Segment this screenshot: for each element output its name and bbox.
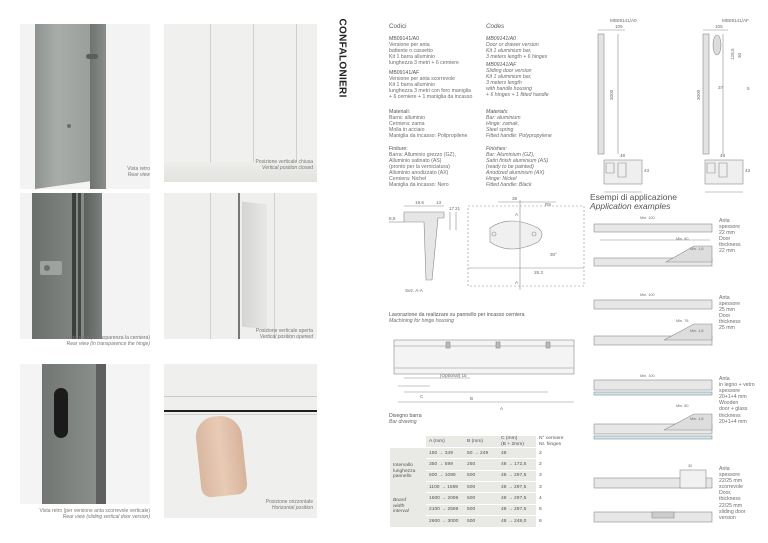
- example-3: [594, 380, 712, 439]
- materials-title-en: Materials:: [486, 109, 509, 115]
- table-cell: 48 → 297,5: [498, 493, 536, 504]
- code-a0-desc-en: Door or drawer version Kit 1 aluminium bar, 3 meters length + 6 hinges: [486, 42, 548, 61]
- label-a-top: A: [515, 212, 519, 217]
- table-header: [390, 436, 568, 448]
- table-cell: 2600 → 3000: [426, 515, 464, 526]
- codes-title-en: Codes: [486, 23, 505, 30]
- section-label: Sez. A-A: [405, 288, 423, 293]
- code-af-en: MB09141/AF: [486, 62, 517, 68]
- table-cell: 2100 → 2599: [426, 504, 464, 515]
- hinge-table: [390, 436, 568, 527]
- table-cell: 1100 → 1599: [426, 482, 464, 493]
- example-2-min2: Min. 78: [676, 319, 689, 323]
- example-1-min3: Min. 1,8: [690, 247, 704, 251]
- table-row: [390, 448, 568, 459]
- materials-en: Bar: aluminium Hinge: zamak, Steel spring Fitted handle: Polypropylene: [486, 115, 552, 140]
- label-b: B: [470, 396, 474, 401]
- label-c: C: [420, 394, 424, 399]
- table-cell: 48 → 297,5: [498, 504, 536, 515]
- label-a0-top: MB09141/A0: [610, 18, 637, 23]
- code-a0: MB09141/A0: [389, 36, 419, 42]
- example-2: [594, 300, 712, 345]
- table-cell: 500: [464, 470, 498, 481]
- dim-48b: 48: [720, 153, 726, 158]
- finishes-en: Bar: Aluminium (GZ), Satin finish aluminium (AS) (ready to be painted) Anodized aluminium (AX) Hinge: Nickel Fitted handle: Black: [486, 152, 549, 189]
- dim-48: 48: [620, 153, 626, 158]
- example-4-min1: 30: [688, 464, 693, 468]
- table-cell: 4: [536, 493, 568, 504]
- table-cell: 600 → 1099: [426, 470, 464, 481]
- dim-105b: 105: [715, 24, 723, 29]
- dim-5: 5: [747, 86, 750, 91]
- table-cell: 48: [498, 448, 536, 459]
- examples-title-en: Application examples: [590, 201, 671, 211]
- example-3-min3: Min. 1,8: [690, 417, 704, 421]
- col-a: A (mm): [426, 436, 464, 448]
- table-cell: 48 → 297,5: [498, 470, 536, 481]
- caption-rear-view: Vista retro Rear view: [127, 166, 150, 179]
- dim-3000b: 3000: [696, 89, 701, 100]
- example-1-min2: Min. 80: [676, 237, 689, 241]
- dim-1285: 128,5: [730, 48, 735, 60]
- brand-logo: CONFALONIERI: [336, 18, 348, 98]
- table-cell: 250: [464, 459, 498, 470]
- code-a0-desc-it: Versione per anta battente o cassetto Kit 1 barra alluminio lunghezza 3 metri + 6 cerniere: [389, 42, 459, 67]
- dim-21: 21: [455, 206, 461, 211]
- label-a: A: [500, 406, 504, 411]
- examples-title-it: Esempi di applicazione: [590, 192, 677, 202]
- table-cell: 350 → 599: [426, 459, 464, 470]
- example-3-label: Anta in legno + vetro spessore 20+1+4 mm Wooden door + glass thickness 20+1+4 mm: [719, 376, 755, 425]
- table-side-it: Intervallo lunghezza pannello: [393, 462, 416, 480]
- table-cell: 2: [536, 448, 568, 459]
- table-cell: 500: [464, 493, 498, 504]
- machining-title-it: Lavorazione da realizzare su pannello per incasso cerniera: [389, 312, 525, 318]
- table-cell: 500: [464, 482, 498, 493]
- example-4-label: Anta spessore 22/25 mm scorrevole Door, thickness 22/25 mm sliding door version: [719, 466, 746, 521]
- example-4: [594, 470, 712, 522]
- caption-rear-hinge: Vista retro (in trasparenza la cerniera) Rear view (in transparence the hinge): [66, 335, 150, 348]
- table-cell: 50 → 249: [464, 448, 498, 459]
- caption-vertical-opened: Posizione verticale aperta Vertical position opened: [255, 328, 313, 341]
- code-a0-en: MB09141/A0: [486, 36, 516, 42]
- code-af-desc-it: Versione per anta scorrevole Kit 1 barra alluminio lunghezza 3 metri con foro maniglia + 6 cerniere + 1 maniglia da incasso: [389, 76, 473, 101]
- dim-r5: R5: [545, 202, 551, 207]
- table-cell: 3: [536, 470, 568, 481]
- col-b: B (mm): [464, 436, 498, 448]
- col-hinges: N° cerniere Nr. hinges: [539, 436, 564, 447]
- dim-30deg: 30°: [550, 252, 557, 257]
- code-af: MB09141/AF: [389, 70, 420, 76]
- table-cell: 1600 → 2099: [426, 493, 464, 504]
- table-cell: 48 → 248,0: [498, 515, 536, 526]
- label-a-bottom: A: [515, 280, 519, 285]
- dim-13: 13: [436, 200, 442, 205]
- example-1: [594, 224, 712, 266]
- table-side-en: Board width interval: [393, 497, 409, 515]
- dim-37: 37: [718, 85, 724, 90]
- table-cell: 5: [536, 504, 568, 515]
- dim-43: 43: [644, 168, 650, 173]
- finishes-it: Barra: Alluminio grezzo (GZ), Alluminio satinato (AS) (pronto per la verniciatura) Alluminio anodizzato (AX) Cerniera: Nichel Maniglia da incasso: Nero: [389, 152, 456, 189]
- table-cell: 6: [536, 515, 568, 526]
- table-cell: 48 → 172,5: [498, 459, 536, 470]
- dim-43b: 43: [745, 168, 751, 173]
- code-af-desc-en: Sliding door version Kit 1 aluminium bar, 3 meters length with handle housing + 6 hinges + 1 fitted handle: [486, 68, 549, 99]
- materials-title-it: Materiali:: [389, 109, 411, 115]
- table-cell: 48 → 297,5: [498, 482, 536, 493]
- example-3-min1: Min. 100: [640, 374, 655, 378]
- example-2-min3: Min. 1,8: [690, 329, 704, 333]
- example-3-min2: Min. 80: [676, 404, 689, 408]
- table-cell: 3: [536, 482, 568, 493]
- table-cell: 500: [464, 504, 498, 515]
- codes-title-it: Codici: [389, 23, 407, 30]
- dim-17: 17: [449, 206, 455, 211]
- dim-38: 38: [512, 196, 518, 201]
- dim-105: 105: [615, 24, 623, 29]
- materials-it: Barra: alluminio Cerniera: zama Molla in acciaio Maniglia da incasso: Polipropilene: [389, 115, 468, 140]
- table-cell: 500: [464, 515, 498, 526]
- col-c: C (mm) (B + 2mm): [498, 436, 536, 448]
- table-cell: 150 → 349: [426, 448, 464, 459]
- example-1-label: Anta spessore 22 mm Door thickness 22 mm: [719, 218, 741, 255]
- finishes-title-en: Finishes:: [486, 146, 507, 152]
- bar-drawing-title-it: Disegno barra: [389, 413, 422, 419]
- optional-dim: (Optional) 15: [440, 373, 467, 378]
- caption-vertical-closed: Posizione verticale chiusa Vertical position closed: [255, 159, 313, 172]
- dim-253: 25.3: [534, 270, 543, 275]
- table-cell: 2: [536, 459, 568, 470]
- dim-196: 19.6: [415, 200, 424, 205]
- dim-3000: 3000: [609, 89, 614, 100]
- example-1-min1: Min. 100: [640, 216, 655, 220]
- example-2-min1: Min. 100: [640, 293, 655, 297]
- dim-30: 30: [737, 52, 742, 58]
- machining-title-en: Machining for hinge housing: [389, 318, 454, 324]
- example-2-label: Anta spessore 25 mm Door thickness 25 mm: [719, 295, 741, 332]
- caption-horizontal: Posizione orizzontale Horizontal position: [265, 499, 313, 512]
- caption-rear-sliding: Vista retro (per versione anta scorrevole verticale) Rear view (sliding vertical door version): [39, 508, 150, 521]
- label-af-top: MB09141/AF: [722, 18, 749, 23]
- dim-85: 8,5: [389, 216, 396, 221]
- bar-drawing-title-en: Bar drawing: [389, 419, 417, 425]
- finishes-title-it: Finiture:: [389, 146, 408, 152]
